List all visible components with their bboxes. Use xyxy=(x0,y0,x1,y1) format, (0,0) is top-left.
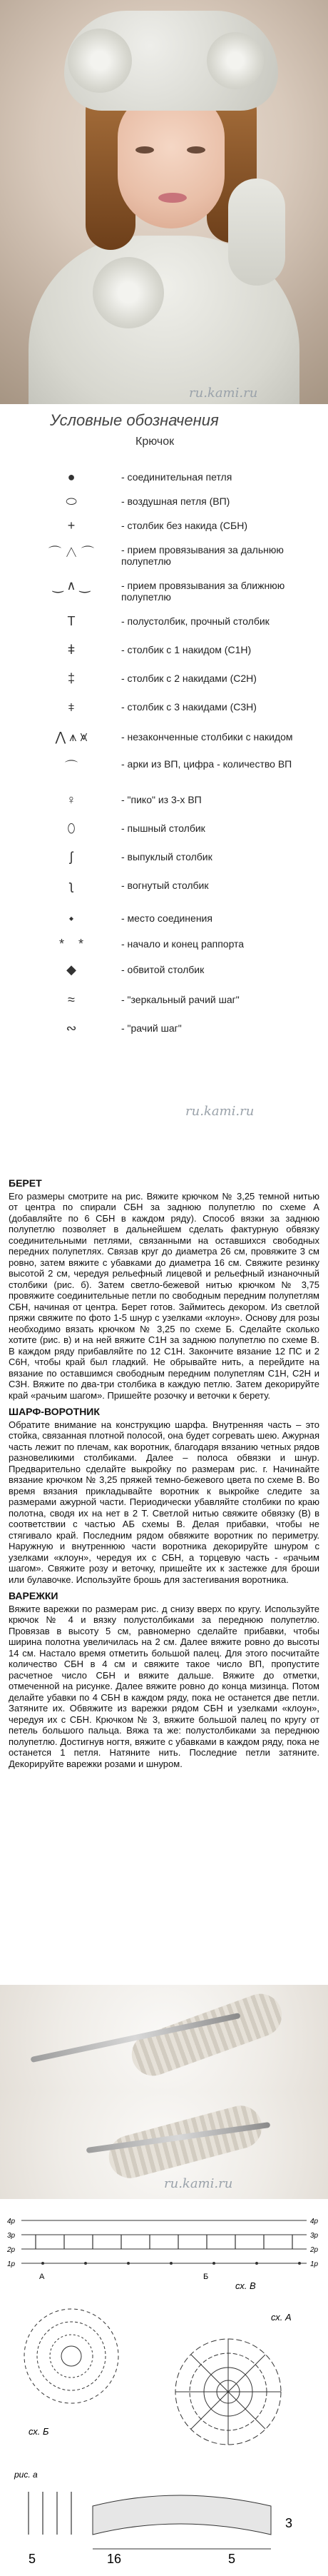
chain-icon: ⬭ xyxy=(66,494,77,508)
legend-item: T - полустолбик, прочный столбик xyxy=(0,611,328,635)
dimension-5: 5 xyxy=(29,2552,36,2566)
slip-stitch-icon: ● xyxy=(67,470,76,484)
mitten xyxy=(228,178,285,286)
rib-figure-svg xyxy=(0,2463,328,2572)
rose-left xyxy=(68,29,132,93)
watermark: ru.kami.ru xyxy=(185,1104,255,1119)
front-loop-icon: ‿ ∧ ‿ xyxy=(52,578,91,593)
scarf-text: Обратите внимание на конструкцию шарфа. Внутренняя часть – это стойка, связанная плотной полосой, она будет согревать шею. Ажурная часть лежит по плечам, как воротник, благодаря вязанию четных рядов разновеликими столбиками. Далее – полоса обвязки и шнур. Предварительно сделайте выкройку по размерам рис. г. Начинайте вязание крючком № 3,25 пряжей темно-бежевого цвета по схеме В. Во время вязания прикладывайте воротник к выкройке следите за размерами ажурной части. Периодически убавляйте столбики по краю полотна, сводя их на нет в 2 Т. Светлой нитью свяжите обвязку (В) в соответствии с частью АБ схемы В. Делая прибавки, чтобы не стягивало край. Последним рядом обвяжите воротник по периметру. Наружную и внутреннюю части воротника декорируйте шнуром с узелками «клоун», чередуя их с СБН, а торцевую часть - «рачьим шагом». Свяжите розу и веточку, пришейте их к застежке для броши или булавочке. Используйте брошь для застегивания воротника. xyxy=(9,1419,319,1585)
legend-item: ∾ - "рачий шаг" xyxy=(0,1018,328,1042)
row-label: 3р xyxy=(7,2232,16,2240)
diagram-b xyxy=(0,2199,328,2292)
diagram-bb-label: сх. Б xyxy=(29,2426,49,2437)
legend-item: ⌒ ∧ ⌒ - прием провязывания за дальнюю полупетлю xyxy=(0,540,328,573)
legend-item: ⬩ - место соединения xyxy=(0,908,328,932)
legend-item: ⧧ - столбик с 3 накидами (С3Н) xyxy=(0,697,328,721)
instructions xyxy=(0,1168,328,1985)
left-eye xyxy=(135,146,154,154)
legend-item: ⋀ ⩚ ⩙ - незаконченные столбики с накидом xyxy=(0,727,328,751)
legend-item: + - столбик без накида (СБН) xyxy=(0,515,328,540)
picot-icon: ♀ xyxy=(66,793,76,807)
dimension-3: 3 xyxy=(285,2516,293,2530)
right-eye xyxy=(187,146,205,154)
join-icon: ⬩ xyxy=(68,911,74,925)
circular-diagrams-svg xyxy=(0,2292,328,2463)
rose-right xyxy=(207,32,264,89)
legend-panel xyxy=(0,404,328,1168)
legend-item: ⬭ - воздушная петля (ВП) xyxy=(0,491,328,515)
legend-item: ⬯ - пышный столбик xyxy=(0,818,328,842)
model-photo xyxy=(0,0,328,404)
legend-item: ‡ - столбик с 2 накидами (С2Н) xyxy=(0,668,328,693)
row-label: 3р xyxy=(310,2232,319,2240)
row-label: 4р xyxy=(7,2218,16,2225)
treble-icon: ‡ xyxy=(67,671,75,685)
scarf-heading: ШАРФ-ВОРОТНИК xyxy=(9,1406,100,1417)
mirror-crab-stitch-icon: ≈ xyxy=(68,992,75,1007)
crab-stitch-icon: ∾ xyxy=(66,1021,77,1035)
front-post-icon: ʃ xyxy=(70,850,73,864)
row-label: 4р xyxy=(310,2218,319,2225)
legend-item: ⌒ - арки из ВП, цифра - количество ВП xyxy=(0,754,328,778)
diagram-a-label: сх. А xyxy=(271,2312,292,2323)
mittens-heading: ВАРЕЖКИ xyxy=(9,1590,58,1601)
half-double-icon: T xyxy=(67,614,76,628)
step-photo-2 xyxy=(0,2092,328,2199)
back-loop-icon: ⌒ ∧ ⌒ xyxy=(48,545,94,560)
legend-subtitle: Крючок xyxy=(135,436,175,448)
legend-item: ʃ - выпуклый столбик xyxy=(0,847,328,871)
double-crochet-icon: ǂ xyxy=(67,643,76,657)
arch-icon: ⌒ xyxy=(65,760,78,774)
back-post-icon: ʅ xyxy=(70,878,73,892)
legend-item: ǂ - столбик с 1 накидом (С1Н) xyxy=(0,640,328,664)
lips xyxy=(158,193,187,203)
legend-item: * * - начало и конец раппорта xyxy=(0,934,328,958)
beret-heading: БЕРЕТ xyxy=(9,1177,42,1189)
legend-item: ‿ ∧ ‿ - прием провязывания за ближнюю полупетлю xyxy=(0,575,328,608)
dimension-5b: 5 xyxy=(228,2552,236,2566)
legend-item: ʅ - вогнутый столбик xyxy=(0,875,328,900)
single-crochet-icon: + xyxy=(67,518,76,533)
face xyxy=(118,93,225,228)
figure-label: рис. а xyxy=(14,2470,38,2480)
bullion-stitch-icon: ◆ xyxy=(66,962,76,977)
watermark: ru.kami.ru xyxy=(189,386,258,401)
repeat-marker-icon: * * xyxy=(58,937,83,951)
beret-text: Его размеры смотрите на рис. Вяжите крючком № 3,25 темной нитью от центра по спирали СБН за заднюю полупетлю по схеме А (добавляйте по 6 СБН в каждом ряду). Способ вязки за заднюю полупетлю позволяет в дальнейшем сделать фактурную обвязку соединительными петлями, связанными на оставшихся свободных передних полупетлях. Связав круг до диаметра 26 см, провяжите 3 см ровно, затем вяжите с убавками до диаметра 16 см. Свяжите резинку высотой 2 см, чередуя рельефный лицевой и рельефный изнаночный столбики (рис. б). Затем светло-бежевой нитью крючком № 3,75 провяжите соединительные петли по свободным передним полупетлям СБН, начиная от центра. Берет готов. Займитесь декором. Из светлой пряжи свяжите по фото 1-5 шнур с узелками «клоун». Основу для розы необходимо вязать крючком № 3,25 по схеме Б. Сделайте сколько хотите (рис. в) и на ней вяжите С1Н за заднюю полупетлю по схеме В. В каждом ряду прибавляйте по 12 С1Н. Закончите вязание 12 ПС и 2 С6Н, чтобы край был гладкий. Не обрывайте нить, а перейдите на вязание по оставшимся свободным передним полупетлям С1Н, С2Н и С3Н. Вяжите по два-три столбика в каждую петлю. Затем декорируйте край «рачьим шагом». Пришейте розочку и веточки к берету. xyxy=(9,1190,319,1401)
rose-scarf xyxy=(93,257,164,328)
puff-stitch-icon: ⬯ xyxy=(67,821,76,835)
row-label: 1р xyxy=(7,2260,16,2268)
diagram-b-svg xyxy=(0,2199,328,2292)
mark-a: А xyxy=(39,2273,45,2281)
diagram-a-b xyxy=(0,2292,328,2463)
unfinished-stitches-icon: ⋀ ⩚ ⩙ xyxy=(55,730,88,744)
mark-b: Б xyxy=(203,2273,209,2281)
dimension-16: 16 xyxy=(107,2552,122,2566)
legend-item: ≈ - "зеркальный рачий шаг" xyxy=(0,990,328,1014)
legend-item: ◆ - обвитой столбик xyxy=(0,960,328,984)
row-label: 2р xyxy=(7,2246,16,2254)
step-photo-1 xyxy=(0,1985,328,2092)
row-label: 2р xyxy=(310,2246,319,2254)
row-label: 1р xyxy=(310,2260,319,2268)
legend-title: Условные обозначения xyxy=(50,411,219,429)
mittens-text: Вяжите варежки по размерам рис. д снизу вверх по кругу. Используйте крючок № 4 и вязку полустолбиками за переднюю полупетлю. Провязав в высоту 5 см, равномерно сделайте прибавки, чтобы ширина полотна увеличилась на 2 см. Далее вяжите ровно до высоты 14 см. Настало время отметить большой палец. Для этого посчитайте количество СБН в 4 см и свяжите такое число ВП, пропустите расчетное число СБН и вяжите дальше. Вяжите до отметки, отмеченной на рисунке. Далее вяжите ровно до конца мизинца. Потом делайте убавки по 4 СБН в каждом ряду, пока не останется две петли. Затяните их. Обвяжите из варежки рядом СБН и узелками «клоун», чередуя их с СБН. Крючком № 3, вяжите большой палец по кругу от петель большого пальца. Вяжа та же: полустолбиками за переднюю полупетлю. Достигнув ногтя, вяжите с убавками в каждом ряду, пока не останется 1 петля. Натяните нить. Последние петли затяните. Декорируйте варежки розами и шнуром. xyxy=(9,1603,319,1769)
double-treble-icon: ⧧ xyxy=(68,700,75,714)
rib-figure xyxy=(0,2463,328,2572)
legend-item: ● - соединительная петля xyxy=(0,467,328,491)
diagram-b-label: сх. В xyxy=(235,2280,256,2291)
legend-item: ♀ - "пико" из 3-х ВП xyxy=(0,790,328,814)
watermark: ru.kami.ru xyxy=(164,2176,233,2191)
